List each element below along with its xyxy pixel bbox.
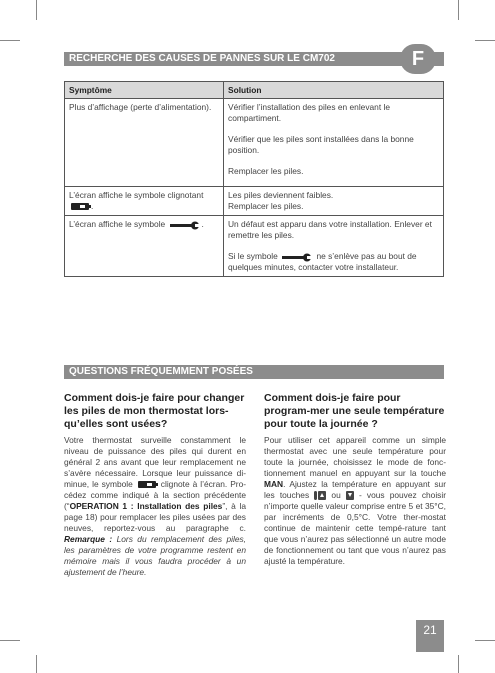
table-row (65, 216, 444, 277)
symptom-cell (65, 216, 224, 277)
solution-cell (224, 99, 444, 187)
answer-text: - vous pouvez choisir n’importe quelle valeur comprise entre 5 et 35°C, par incréments de 0,5°C. Votre ther-mostat continue de maintenir cette tempé-rature tant que vous n’aurez pas sélectionné un autre mode de fonctionnement ou tant que vous n’aurez pas ajusté la température. (264, 490, 447, 566)
down-arrow-key-icon (346, 491, 354, 500)
crop-mark (475, 640, 495, 641)
answer-text: clignote à l’écran. Pro-cédez comme indiqué à la section précédente (“ (64, 479, 247, 511)
solution-text-end: ne s’enlève pas au bout de quelques minutes, contacter votre installateur. (228, 251, 417, 272)
solution-text: Vérifier que les piles sont installées dans la bonne position. (228, 134, 414, 155)
troubleshooting-table (64, 81, 444, 277)
crop-mark (475, 40, 495, 41)
faq-answer (64, 435, 246, 578)
solution-cell (224, 187, 444, 216)
troubleshooting-section-header: RECHERCHE DES CAUSES DE PANNES SUR LE CM702 (64, 52, 444, 66)
answer-text: ou (331, 490, 341, 500)
battery-low-icon (71, 203, 89, 210)
battery-low-icon (138, 481, 156, 488)
column-header-solution: Solution (224, 82, 444, 99)
solution-cell (224, 216, 444, 277)
faq-section-header: QUESTIONS FRÉQUEMMENT POSÉES (64, 365, 444, 379)
table-row (65, 99, 444, 187)
symptom-text: Plus d’affichage (perte d’alimentation). (69, 102, 212, 112)
answer-text: Pour utiliser cet appareil comme un simple thermostat avec une seule température pour toute la journée, choisissez le mode de fonc-tionnement manuel en appuyant sur la touche (264, 435, 446, 478)
symptom-cell (65, 99, 224, 187)
wrench-icon (282, 252, 312, 262)
crop-mark (458, 0, 459, 20)
faq-answer (264, 435, 446, 567)
solution-text: Vérifier l’installation des piles en enlevant le compartiment. (228, 102, 391, 123)
page-number: 21 (416, 620, 444, 652)
crop-mark (36, 655, 37, 673)
symptom-text-end: . (91, 201, 94, 211)
faq-question-2 (264, 392, 446, 567)
answer-bold-ref: OPERATION 1 : Installation des piles (69, 501, 223, 511)
solution-text (228, 251, 439, 273)
faq-question-title: Comment dois-je faire pour program-mer une seule température pour toute la journée ? (264, 392, 445, 430)
answer-text: ”, à la page 18) pour remplacer les piles usées par des neuves, reportez-vous au paragraphe c. (64, 501, 247, 533)
crop-mark (36, 0, 37, 20)
crop-mark (0, 40, 20, 41)
solution-text: Remplacer les piles. (228, 166, 304, 176)
man-key-label: MAN (264, 479, 284, 489)
symptom-text-end: . (201, 219, 204, 229)
column-header-symptom: Symptôme (65, 82, 224, 99)
solution-text-start: Si le symbole (228, 251, 278, 261)
solution-text: Remplacer les piles. (228, 201, 304, 211)
solution-text: Les piles deviennent faibles. (228, 190, 334, 200)
symptom-cell (65, 187, 224, 216)
up-arrow-key-icon (318, 491, 326, 500)
thermometer-icon (314, 491, 317, 500)
table-row (65, 187, 444, 216)
solution-text: Un défaut est apparu dans votre installation. Enlever et remettre les piles. (228, 219, 432, 240)
answer-text: Votre thermostat surveille constamment le niveau de puissance des piles qui durent en général 2 ans avant que leur remplacement ne s’avère nécessaire. Lorsque leur puissance di-minue, le symbole (64, 435, 246, 489)
table-header-row (65, 82, 444, 99)
crop-mark (458, 655, 459, 673)
wrench-icon (170, 220, 200, 230)
faq-question-title: Comment dois-je faire pour changer les piles de mon thermostat lors-qu’elles sont usées? (64, 392, 245, 430)
language-badge: F (400, 44, 436, 74)
crop-mark (0, 640, 20, 641)
faq-question-1 (64, 392, 246, 578)
symptom-text: L’écran affiche le symbole (69, 219, 166, 229)
remark-text: Lors du remplacement des piles, les paramètres de votre programme restent en mémoire mais il vous faudra procéder à un ajustement de l’heure. (64, 534, 246, 577)
answer-text: . Ajustez la température en appuyant sur les touches (264, 479, 446, 500)
remark-label: Remarque : (64, 534, 113, 544)
symptom-text: L’écran affiche le symbole clignotant (69, 190, 204, 200)
